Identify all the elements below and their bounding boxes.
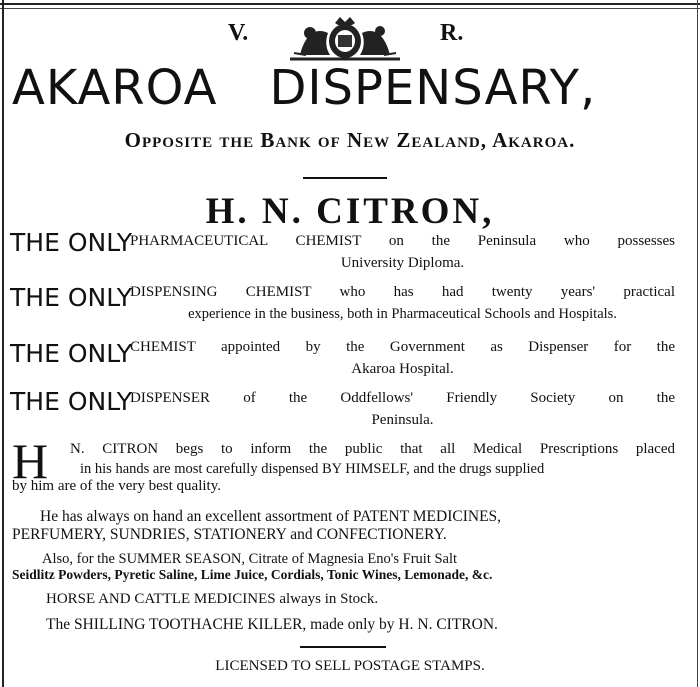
summer-line: Also, for the SUMMER SEASON, Citrate of Magnesia Eno's Fruit Salt (42, 551, 458, 567)
claim-lead: THE ONLY (10, 228, 133, 257)
title-word-akaroa: AKAROA (12, 60, 218, 116)
divider (300, 646, 386, 648)
claim-line: Akaroa Hospital. (351, 361, 454, 377)
top-border (0, 3, 700, 5)
notice-line: by him are of the very best quality. (12, 478, 221, 494)
claim-line: PHARMACEUTICAL CHEMIST on the Peninsula who possesses (130, 233, 675, 249)
claim-line: Peninsula. (371, 412, 434, 428)
claim-text (130, 281, 675, 325)
header-letter-r: R. (440, 20, 464, 46)
claim-line: DISPENSER of the Oddfellows' Friendly Society on the (130, 390, 675, 406)
proprietor-name: H. N. CITRON, (205, 191, 495, 232)
right-border (697, 0, 698, 687)
claim-lead: THE ONLY (10, 387, 133, 416)
assortment-line: PERFUMERY, SUNDRIES, STATIONERY and CONFECTIONERY. (12, 526, 447, 543)
claim-line: University Diploma. (340, 255, 465, 271)
subtitle: Opposite the Bank of New Zealand, Akaroa. (124, 128, 576, 152)
claim-text (130, 387, 675, 431)
divider (303, 177, 387, 179)
claim-lead: THE ONLY (10, 283, 133, 312)
royal-crest-icon (280, 15, 410, 61)
claim-lead: THE ONLY (10, 339, 133, 368)
horse-line: HORSE AND CATTLE MEDICINES always in Stock. (46, 591, 379, 607)
claim-text (130, 230, 675, 274)
claim-line: experience in the business, both in Pharmaceutical Schools and Hospitals. (188, 306, 617, 322)
header-letter-v: V. (228, 20, 249, 46)
license-line: LICENSED TO SELL POSTAGE STAMPS. (215, 658, 485, 674)
top-border-inner (0, 8, 700, 9)
notice-line: in his hands are most carefully dispensed BY HIMSELF, and the drugs supplied (80, 461, 545, 477)
summer-line: Seidlitz Powders, Pyretic Saline, Lime Juice, Cordials, Tonic Wines, Lemonade, &c. (12, 567, 493, 582)
page-title (12, 60, 692, 116)
assortment-line: He has always on hand an excellent assortment of PATENT MEDICINES, (40, 508, 502, 525)
title-word-dispensary: DISPENSARY, (269, 60, 597, 116)
drop-cap: H (12, 433, 49, 489)
toothache-line: The SHILLING TOOTHACHE KILLER, made only by H. N. CITRON. (46, 616, 498, 633)
left-border (2, 0, 4, 687)
claim-text (130, 336, 675, 380)
claim-line: DISPENSING CHEMIST who has had twenty years' practical (130, 284, 675, 300)
claim-line: CHEMIST appointed by the Government as Dispenser for the (130, 339, 675, 355)
notice-line: N. CITRON begs to inform the public that all Medical Prescriptions placed (70, 441, 675, 457)
